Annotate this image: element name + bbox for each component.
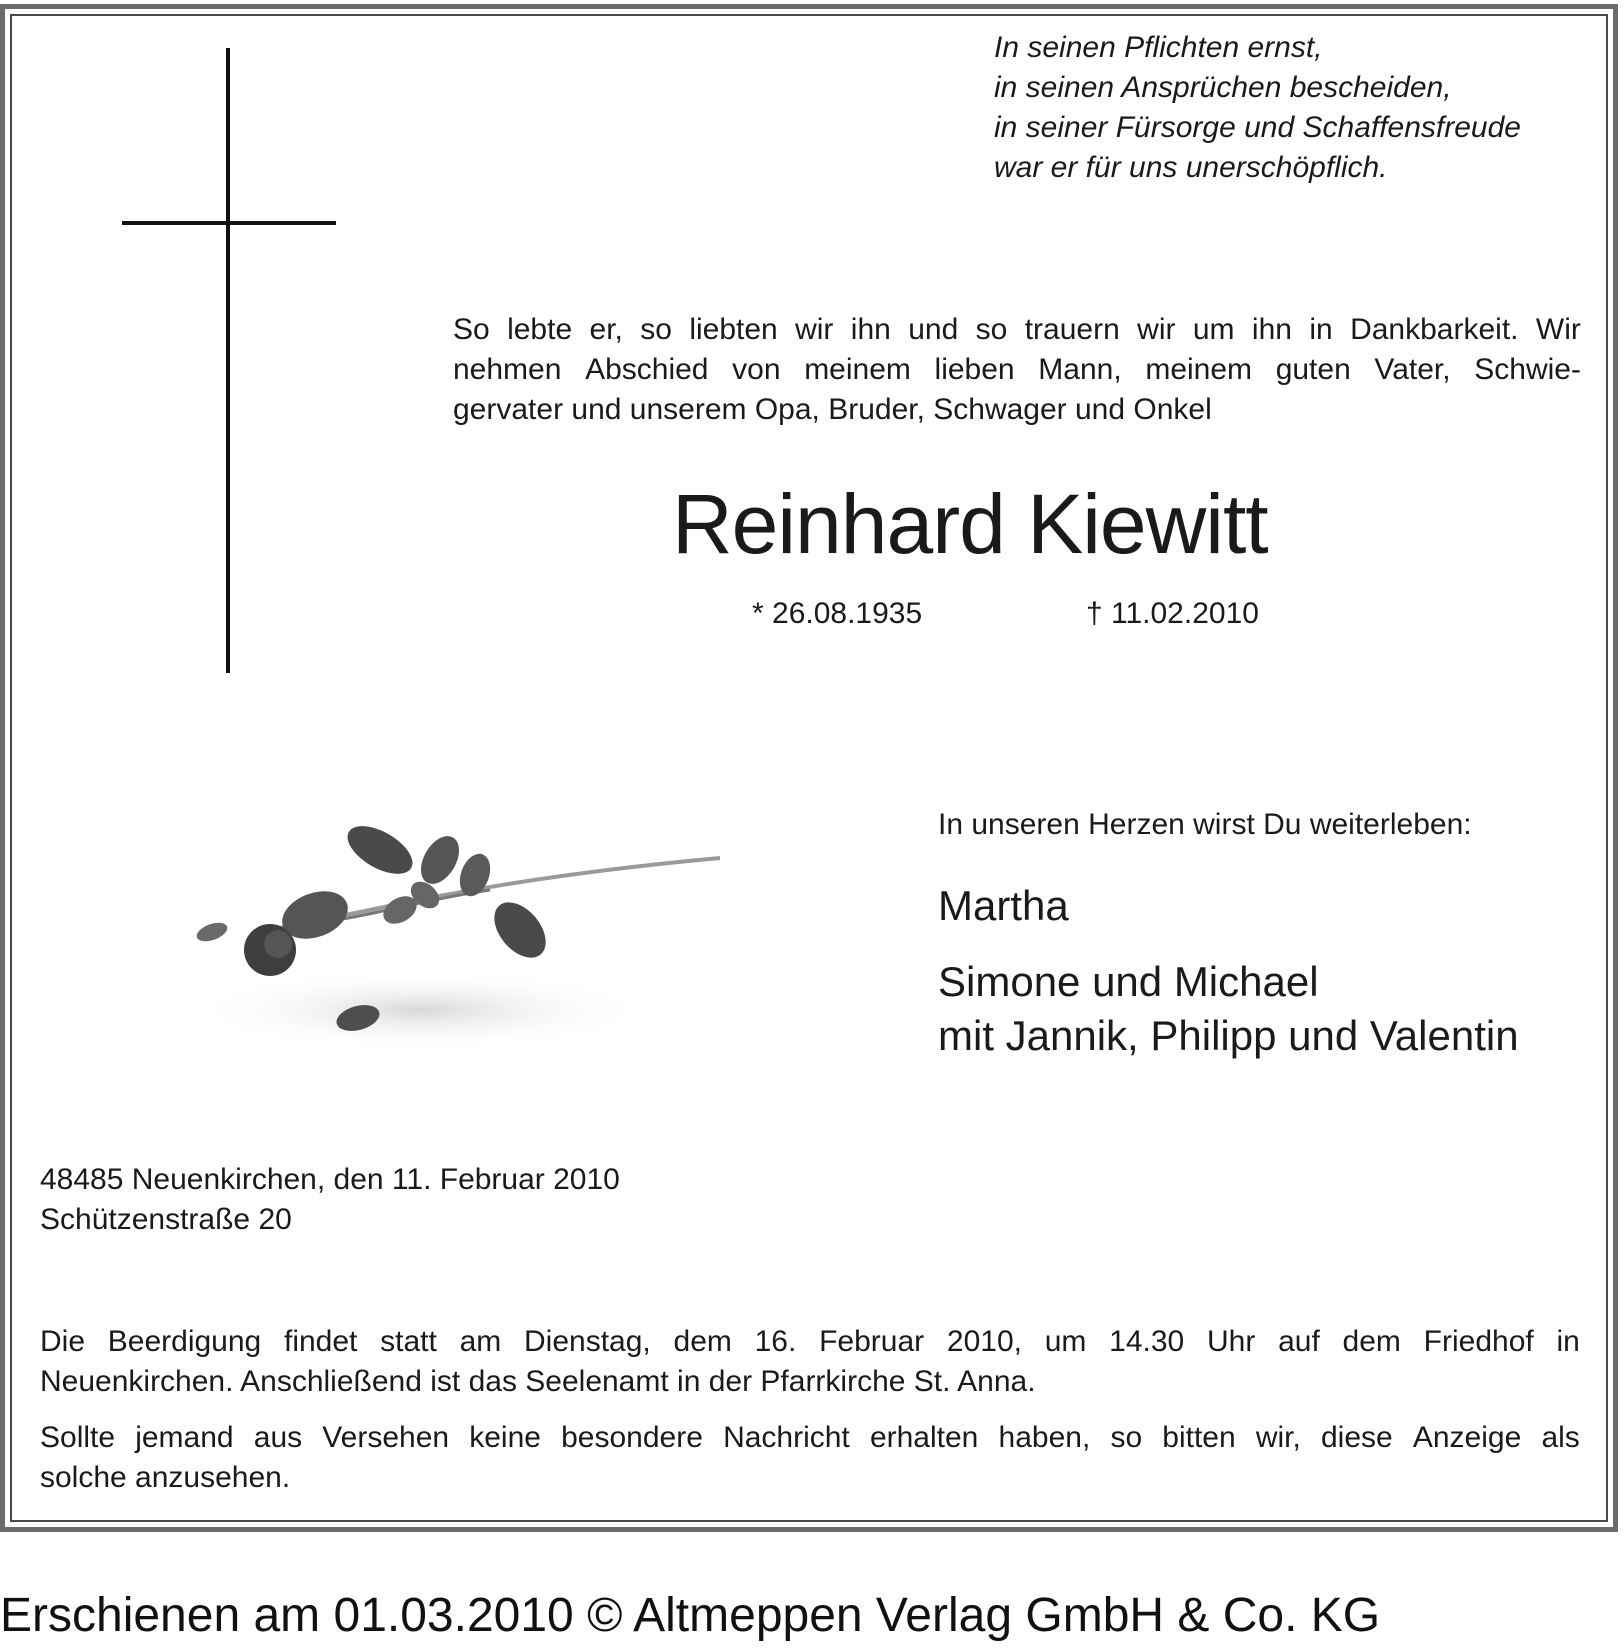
word: Versehen: [322, 1421, 450, 1454]
word: Sollte: [40, 1421, 116, 1454]
word: Nachricht: [723, 1421, 850, 1454]
intro-line-3: gervater und unserem Opa, Bruder, Schwager und Onkel: [453, 393, 1212, 426]
word: wir: [1137, 313, 1176, 346]
address-line-2: Schützenstraße 20: [40, 1203, 292, 1236]
word: 2010,: [946, 1325, 1022, 1358]
word: wir: [795, 313, 834, 346]
cross-horizontal-bar: [122, 221, 336, 225]
word: bitten: [1162, 1421, 1236, 1454]
word: um: [1192, 313, 1235, 346]
word: erhalten: [869, 1421, 979, 1454]
rose-illustration: [160, 820, 740, 1070]
word: auf: [1278, 1325, 1320, 1358]
word: Dienstag,: [524, 1325, 651, 1358]
word: besondere: [561, 1421, 703, 1454]
word: keine: [469, 1421, 541, 1454]
word: diese: [1320, 1421, 1393, 1454]
word: wir,: [1255, 1421, 1301, 1454]
birth-date: * 26.08.1935: [752, 597, 923, 630]
word: von: [732, 353, 781, 386]
word: meinem: [1145, 353, 1253, 386]
word: Mann,: [1038, 353, 1122, 386]
motto-verse: [994, 28, 1521, 188]
word: Vater,: [1374, 353, 1451, 386]
address-line-1: 48485 Neuenkirchen, den 11. Februar 2010: [40, 1163, 620, 1196]
word: lebte: [507, 313, 573, 346]
death-date: † 11.02.2010: [1086, 597, 1259, 630]
funeral-line-1: [40, 1322, 1580, 1362]
mourner-name: Martha: [938, 882, 1069, 929]
deceased-name: Reinhard Kiewitt: [672, 477, 1268, 571]
word: 16.: [754, 1325, 797, 1358]
word: haben,: [998, 1421, 1091, 1454]
word: in: [1556, 1325, 1580, 1358]
word: Uhr: [1206, 1325, 1256, 1358]
request-line-2: solche anzusehen.: [40, 1461, 291, 1494]
word: liebten: [689, 313, 778, 346]
word: in: [1309, 313, 1333, 346]
mourner-name: mit Jannik, Philipp und Valentin: [938, 1012, 1519, 1059]
intro-line-1: [453, 310, 1581, 350]
word: ihn: [1251, 313, 1292, 346]
publication-footer: Erschienen am 01.03.2010 © Altmeppen Verlag GmbH & Co. KG: [0, 1589, 1381, 1642]
motto-line: in seinen Ansprüchen bescheiden,: [994, 71, 1452, 104]
address-block: [40, 1160, 620, 1240]
word: so: [1110, 1421, 1143, 1454]
word: so: [975, 313, 1008, 346]
word: als: [1541, 1421, 1580, 1454]
intro-paragraph: [453, 310, 1581, 430]
word: 14.30: [1109, 1325, 1185, 1358]
cross-vertical-bar: [226, 48, 230, 673]
word: so: [640, 313, 672, 346]
word: und: [908, 313, 959, 346]
word: meinem: [804, 353, 911, 386]
word: findet: [283, 1325, 358, 1358]
mourners-heading: In unseren Herzen wirst Du weiterleben:: [938, 808, 1472, 841]
intro-line-2: [453, 350, 1581, 390]
motto-line: war er für uns unerschöpflich.: [994, 151, 1388, 184]
word: Die: [40, 1325, 86, 1358]
word: er,: [589, 313, 623, 346]
word: Dankbarkeit.: [1350, 313, 1519, 346]
word: Anzeige: [1412, 1421, 1522, 1454]
word: Schwie-: [1474, 353, 1581, 386]
word: nehmen: [453, 353, 562, 386]
word: lieben: [934, 353, 1015, 386]
word: Februar: [819, 1325, 925, 1358]
word: Wir: [1535, 313, 1581, 346]
word: Friedhof: [1423, 1325, 1534, 1358]
word: Abschied: [585, 353, 709, 386]
inner-frame: [10, 14, 1608, 1522]
word: um: [1044, 1325, 1087, 1358]
funeral-line-2: Neuenkirchen. Anschließend ist das Seelenamt in der Pfarrkirche St. Anna.: [40, 1365, 1036, 1398]
word: aus: [253, 1421, 303, 1454]
request-line-1: [40, 1418, 1580, 1458]
word: guten: [1275, 353, 1351, 386]
motto-line: in seiner Fürsorge und Schaffensfreude: [994, 111, 1521, 144]
word: ihn: [850, 313, 891, 346]
word: So: [453, 313, 490, 346]
word: Beerdigung: [107, 1325, 262, 1358]
word: dem: [673, 1325, 732, 1358]
word: statt: [380, 1325, 437, 1358]
funeral-notice: [40, 1322, 1580, 1402]
word: trauern: [1024, 313, 1120, 346]
word: dem: [1342, 1325, 1401, 1358]
mourner-name: Simone und Michael: [938, 958, 1319, 1005]
request-notice: [40, 1418, 1580, 1498]
word: am: [459, 1325, 502, 1358]
motto-line: In seinen Pflichten ernst,: [994, 31, 1323, 64]
word: jemand: [135, 1421, 234, 1454]
